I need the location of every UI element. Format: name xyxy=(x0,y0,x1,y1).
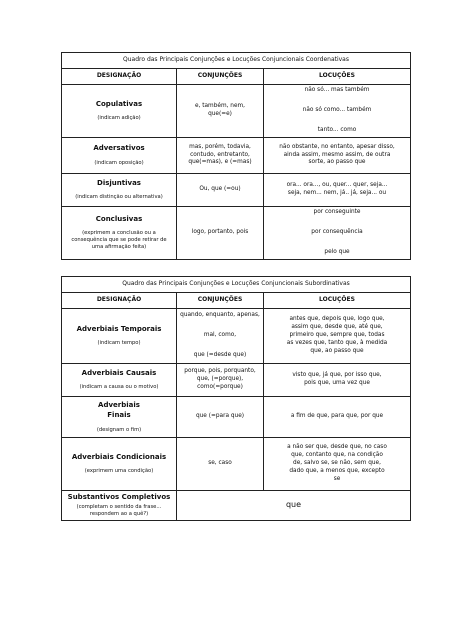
designation-note: (designam o fim) xyxy=(96,426,142,433)
designation-cell xyxy=(62,174,177,207)
locution-text: de, salvo se, se não, sem que, xyxy=(293,460,381,467)
table-row xyxy=(62,174,411,207)
designation-name: Adverbiais Causais xyxy=(81,368,157,377)
conjunctions-cell xyxy=(177,174,264,207)
locution-text: não obstante, no entanto, apesar disso, xyxy=(279,143,395,150)
locution-text: as vezes que, tanto que, à medida xyxy=(286,339,388,346)
conjunction-text: quando, enquanto, apenas, xyxy=(180,312,260,318)
conjunction-text: se, caso xyxy=(208,460,232,467)
designation-note: (indicam a causa ou o motivo) xyxy=(79,384,159,391)
header-designation: DESIGNAÇÃO xyxy=(62,69,177,85)
conjunction-text: que(=mas), e (=mas) xyxy=(188,159,252,166)
designation-name: Adverbiais Finais xyxy=(98,401,140,420)
locution-text: que, ao passo que xyxy=(310,347,364,354)
conjunctions-cell xyxy=(177,397,264,438)
table-row xyxy=(62,397,411,438)
conjunction-text: que, (=porque), xyxy=(196,376,244,383)
designation-note: (completam o sentido da frase... respondem ao a quê?) xyxy=(76,503,162,517)
conjunction-text: Ou, que (=ou) xyxy=(199,186,241,193)
designation-name: Conclusivas xyxy=(95,214,143,223)
table-row xyxy=(62,438,411,491)
conjunction-text: que (=para que) xyxy=(195,413,245,420)
conjunction-text: contudo, entretanto, xyxy=(190,151,250,158)
conjunction-text: logo, portanto, pois xyxy=(191,229,249,236)
conjunctions-cell xyxy=(177,207,264,260)
locution-text: seja, nem... nem, já.. já, seja... ou xyxy=(287,190,387,196)
designation-name: Disjuntivas xyxy=(97,178,141,187)
conjunction-text: mas, porém, todavia, xyxy=(189,143,251,150)
designation-cell xyxy=(62,397,177,438)
locutions-cell xyxy=(264,364,411,397)
subordinating-table-title: Quadro das Principais Conjunções e Locuções Conjuncionais Subordinativas xyxy=(62,277,411,293)
locution-text: se xyxy=(333,475,341,482)
conjunction-text: que(=e) xyxy=(208,111,232,117)
locution-text: ainda assim, mesmo assim, de outra xyxy=(283,151,391,158)
designation-note: (indicam tempo) xyxy=(97,340,141,347)
locution-text: assim que, desde que, até que, xyxy=(291,324,383,331)
designation-cell xyxy=(62,309,177,364)
header-locutions: LOCUÇÕES xyxy=(264,293,411,309)
designation-note: (exprimem a conclusão ou a consequência que se pode retirar de uma afirmação feita) xyxy=(71,230,167,251)
designation-cell xyxy=(62,85,177,138)
conjunction-text: que (=desde que) xyxy=(193,352,247,359)
locution-text: a não ser que, desde que, no caso xyxy=(287,444,387,451)
locutions-cell xyxy=(264,397,411,438)
table-row xyxy=(62,207,411,260)
locution-text: por conseguinte xyxy=(313,209,361,215)
conjunction-text: porque, pois, porquanto, xyxy=(184,368,256,375)
conjunction-text: como(=porque) xyxy=(197,383,243,390)
table-row xyxy=(62,364,411,397)
designation-name: Adverbiais Temporais xyxy=(76,324,162,333)
locutions-cell xyxy=(264,85,411,138)
conjunctions-cell xyxy=(177,138,264,174)
designation-cell xyxy=(62,491,177,521)
locution-text: antes que, depois que, logo que, xyxy=(289,316,385,323)
conjunction-text: mal, como, xyxy=(203,332,237,339)
locution-text: por consequência xyxy=(311,229,363,236)
subordinating-table xyxy=(61,276,411,521)
designation-cell xyxy=(62,138,177,174)
table-row xyxy=(62,309,411,364)
locution-text: não só... mas também xyxy=(304,87,370,93)
designation-name: Adverbiais Condicionais xyxy=(71,452,167,461)
conjunction-text: e, também, nem, xyxy=(194,103,246,110)
locution-text: ora... ora..., ou, quer... quer, seja... xyxy=(286,182,388,189)
designation-cell xyxy=(62,364,177,397)
locution-text: tanto... como xyxy=(317,127,357,134)
locution-text: visto que, já que, por isso que, xyxy=(292,372,382,379)
locution-text: primeiro que, sempre que, todas xyxy=(289,332,385,339)
locutions-cell: que xyxy=(177,491,411,521)
locution-text: pelo que xyxy=(324,249,350,256)
locutions-cell xyxy=(264,174,411,207)
locution-text: sorte, ao passo que xyxy=(308,159,366,166)
header-locutions: LOCUÇÕES xyxy=(264,69,411,85)
designation-name: Copulativas xyxy=(95,99,143,108)
header-designation: DESIGNAÇÃO xyxy=(62,293,177,309)
coordinating-table-title: Quadro das Principais Conjunções e Locuções Conjuncionais Coordenativas xyxy=(62,53,411,69)
designation-note: (indicam adição) xyxy=(97,115,141,122)
designation-note: (indicam oposição) xyxy=(94,159,144,166)
conjunctions-cell xyxy=(177,309,264,364)
designation-note: (indicam distinção ou alternativa) xyxy=(75,194,163,201)
designation-name: Adversativos xyxy=(93,144,145,153)
conjunctions-cell xyxy=(177,438,264,491)
table-row xyxy=(62,138,411,174)
locution-text: não só como... também xyxy=(302,107,372,114)
header-conjunctions: CONJUNÇÕES xyxy=(177,69,264,85)
locutions-cell xyxy=(264,309,411,364)
locutions-cell xyxy=(264,438,411,491)
locutions-cell xyxy=(264,207,411,260)
coordinating-table xyxy=(61,52,411,260)
locution-text: que, contanto que, na condição xyxy=(291,452,383,459)
designation-cell xyxy=(62,438,177,491)
designation-name: Substantivos Completivos xyxy=(67,493,171,502)
designation-cell xyxy=(62,207,177,260)
conjunctions-cell xyxy=(177,85,264,138)
conjunctions-cell xyxy=(177,364,264,397)
locution-text: a fim de que, para que, por que xyxy=(290,413,384,420)
locution-text: dado que, a menos que, excepto xyxy=(289,467,385,474)
locutions-cell xyxy=(264,138,411,174)
locution-text: pois que, uma vez que xyxy=(304,380,370,386)
header-conjunctions: CONJUNÇÕES xyxy=(177,293,264,309)
table-row xyxy=(62,85,411,138)
designation-note: (exprimem uma condição) xyxy=(84,468,154,475)
table-row xyxy=(62,491,411,521)
